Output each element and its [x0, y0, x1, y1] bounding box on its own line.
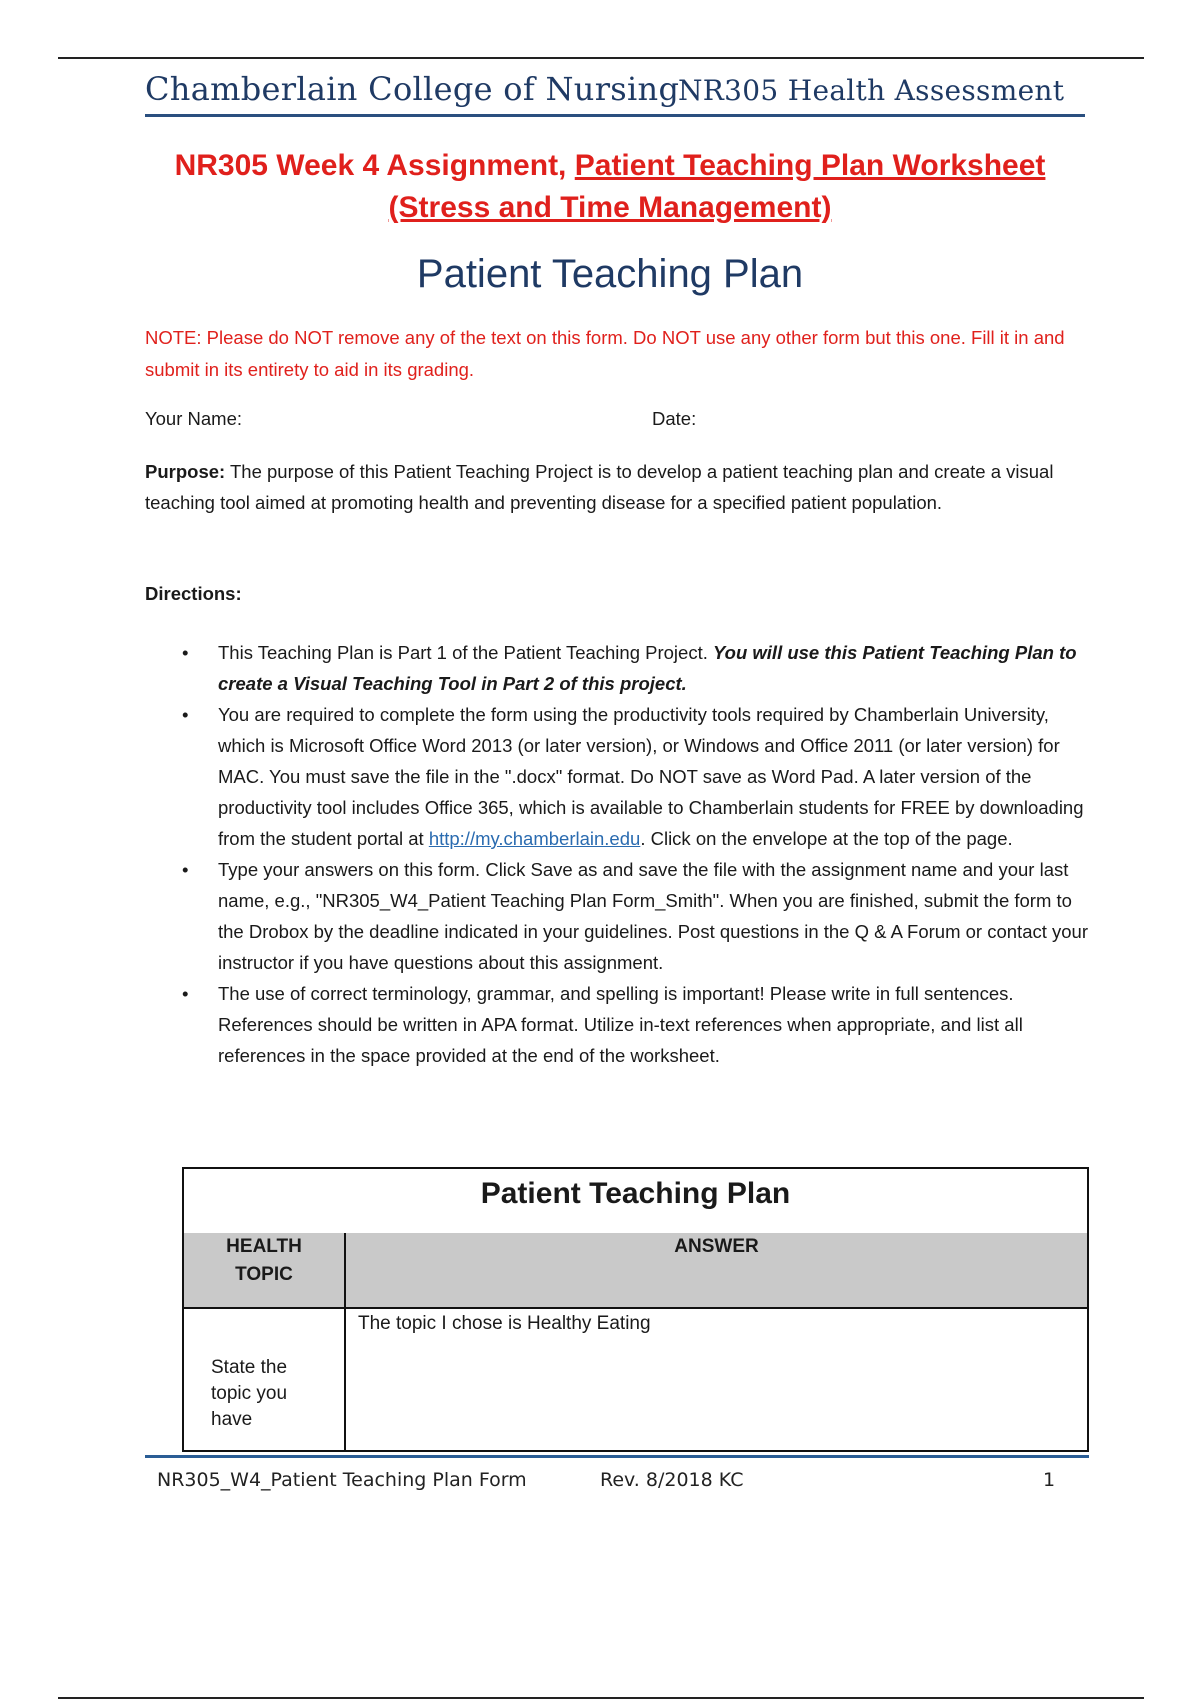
table-row [184, 1307, 1087, 1450]
assignment-title-prefix: NR305 Week 4 Assignment, [174, 149, 567, 182]
bullet-text-tail: . Click on the envelope at the top of the page. [640, 828, 1013, 849]
column-header-answer: ANSWER [674, 1236, 759, 1257]
table-caption: Patient Teaching Plan [184, 1169, 1087, 1235]
bullet-icon: • [182, 704, 189, 725]
table-header-row [184, 1233, 1087, 1309]
name-field-label[interactable]: Your Name: [145, 408, 243, 429]
teaching-plan-table [182, 1167, 1089, 1452]
list-item [145, 854, 1095, 978]
bottom-divider [58, 1697, 1144, 1699]
row-prompt: State the topic you have [211, 1357, 288, 1430]
list-item [145, 699, 1095, 854]
purpose-paragraph [145, 456, 1100, 518]
bullet-text: This Teaching Plan is Part 1 of the Patient Teaching Project. [218, 642, 708, 663]
assignment-subtitle: (Stress and Time Management) [388, 191, 832, 224]
footer-revision: Rev. 8/2018 KC [600, 1469, 744, 1491]
portal-link[interactable]: http://my.chamberlain.edu [428, 828, 641, 849]
course-name: NR305 Health Assessment [678, 74, 1065, 107]
bullet-text: The use of correct terminology, grammar, and spelling is important! Please write in full sentences. References should be written in APA format. Utilize in-text references when appropriate, and list all references in the space provided at the end of the worksheet. [218, 983, 1023, 1066]
assignment-title [120, 145, 1100, 229]
column-header-topic-label: HEALTH TOPIC [226, 1236, 302, 1285]
bullet-icon: • [182, 983, 189, 1004]
row-prompt-cell [184, 1307, 346, 1450]
bullet-icon: • [182, 642, 189, 663]
page-title: Patient Teaching Plan [416, 252, 804, 296]
list-item [145, 637, 1095, 699]
page-number: 1 [1043, 1469, 1056, 1491]
list-item [145, 978, 1095, 1071]
date-field-label[interactable]: Date: [652, 408, 697, 429]
note-text: NOTE: Please do NOT remove any of the text on this form. Do NOT use any other form but this one. Fill it in and submit in its entirety to aid in its grading. [145, 327, 1065, 380]
footer-divider [145, 1455, 1089, 1458]
answer-cell[interactable]: The topic I chose is Healthy Eating [358, 1313, 651, 1334]
top-divider [58, 57, 1144, 59]
bullet-text: You are required to complete the form using the productivity tools required by Chamberlain University, which is Microsoft Office Word 2013 (or later version), or Windows and Office 2011 (or later version) for MAC. You must save the file in the ".docx" format. Do NOT save as Word Pad. A later version of the productivity tool includes Office 365, which is available to Chamberlain students for FREE by downloading from the student portal at [218, 704, 1084, 849]
bullet-icon: • [182, 859, 189, 880]
purpose-label: Purpose: [145, 461, 226, 482]
bullet-text: Type your answers on this form. Click Save as and save the file with the assignment name and your last name, e.g., "NR305_W4_Patient Teaching Plan Form_Smith". When you are finished, submit the form to the Drobox by the deadline indicated in your guidelines. Post questions in the Q & A Forum or contact your instructor if you have questions about this assignment. [218, 859, 1089, 973]
bullet-emphasis: You will use this Patient Teaching Plan to create a Visual Teaching Tool in Part 2 of this project. [218, 642, 1077, 694]
school-name: Chamberlain College of Nursing [145, 70, 680, 108]
directions-heading: Directions: [145, 583, 242, 604]
directions-list [145, 637, 1095, 1071]
assignment-title-link: Patient Teaching Plan Worksheet [574, 149, 1046, 182]
document-header [145, 70, 1085, 117]
column-header-topic [184, 1233, 346, 1307]
purpose-text: The purpose of this Patient Teaching Project is to develop a patient teaching plan and create a visual teaching tool aimed at promoting health and preventing disease for a specified patient population. [145, 461, 1054, 513]
footer-form-name: NR305_W4_Patient Teaching Plan Form [157, 1469, 527, 1491]
